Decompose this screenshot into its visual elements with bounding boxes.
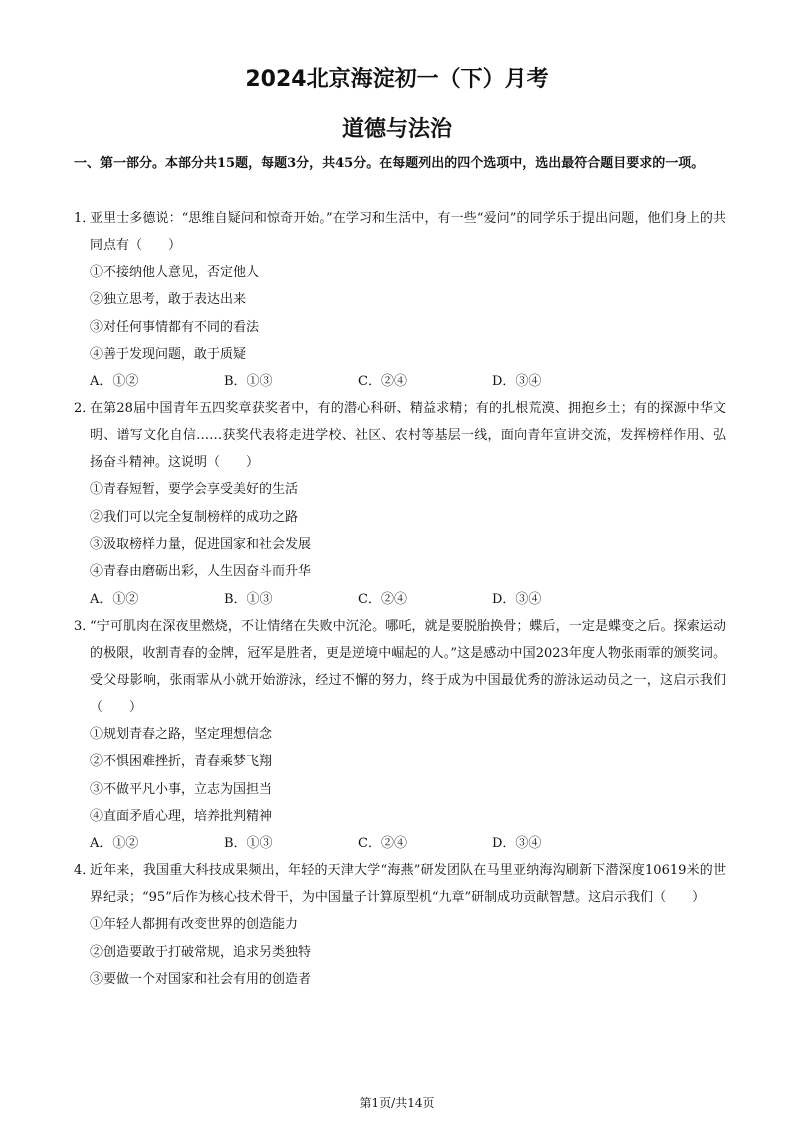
- statement-option: ①不接纳他人意见，否定他人: [90, 265, 260, 280]
- question-stem: [74, 857, 726, 911]
- statement-option: ③对任何事情都有不同的看法: [90, 319, 260, 335]
- question-1: [74, 205, 726, 395]
- statement-option: ④青春由磨砺出彩，人生因奋斗而升华: [90, 564, 312, 580]
- question-number: 2．: [74, 401, 96, 417]
- question-stem: [74, 395, 726, 476]
- answer-choice[interactable]: C．②④: [358, 836, 407, 852]
- answer-choice[interactable]: A．①②: [90, 591, 139, 607]
- statement-option: ②不惧困难挫折，青春乘梦飞翔: [90, 754, 273, 770]
- statement-option: ④善于发现问题，敢于质疑: [90, 346, 247, 362]
- question-text: “宁可肌肉在深夜里燃烧，不让情绪在失败中沉沦。哪吒，就是要脱胎换骨；蝶后，一定是蝶变之后。探索运动的极限，收割青春的金牌，冠军是胜者，更是逆境中崛起的人。”这是感动中国2023年度人物张雨霏的颁奖词。受父母影响，张雨霏从小就开始游泳，经过不懈的努力，终于成为中国最优秀的游泳运动员之一，这启示我们（ ）: [90, 618, 726, 715]
- question-number: 1．: [74, 211, 96, 226]
- statement-option: ②我们可以完全复制榜样的成功之路: [90, 509, 299, 525]
- answer-choice[interactable]: D．③④: [492, 591, 542, 607]
- question-2: [74, 395, 726, 612]
- question-stem: [74, 613, 726, 721]
- statement-option: ③汲取榜样力量，促进国家和社会发展: [90, 537, 312, 553]
- answer-choice[interactable]: C．②④: [358, 591, 407, 607]
- answer-choice[interactable]: C．②④: [358, 374, 407, 390]
- question-text: 亚里士多德说：“思维自疑问和惊奇开始。”在学习和生活中，有一些“爱问”的同学乐于提出问题，他们身上的共同点有（ ）: [90, 211, 726, 253]
- answer-choice[interactable]: A．①②: [90, 374, 139, 390]
- subject-title: 道德与法治: [341, 117, 452, 142]
- question-text: 近年来，我国重大科技成果频出，年轻的天津大学“海燕”研发团队在马里亚纳海沟刷新下潜深度10619米的世界纪录；“95”后作为核心技术骨干，为中国量子计算原型机“九章”研制成功贡献智慧。这启示我们（ ）: [90, 863, 726, 906]
- exam-title: 2024北京海淀初一（下）月考: [245, 67, 549, 92]
- statement-option: ③不做平凡小事，立志为国担当: [90, 781, 273, 797]
- answer-choices: [74, 586, 726, 613]
- question-stem: [74, 205, 726, 259]
- statement-option: ①青春短暂，要学会享受美好的生活: [90, 482, 299, 498]
- question-text: 在第28届中国青年五四奖章获奖者中，有的潜心科研、精益求精；有的扎根荒漠、拥抱乡土；有的探源中华文明、谱写文化自信……获奖代表将走进学校、社区、农村等基层一线，面向青年宣讲交流，发挥榜样作用、弘扬奋斗精神。这说明（ ）: [90, 401, 726, 471]
- statement-option: ②创造要敢于打破常规，追求另类独特: [90, 944, 312, 960]
- answer-choices: [74, 368, 726, 395]
- statement-option: ③要做一个对国家和社会有用的创造者: [90, 972, 312, 988]
- statement-option: ②独立思考，敢于表达出来: [90, 292, 247, 308]
- answer-choices: [74, 830, 726, 857]
- question-3: [74, 613, 726, 857]
- answer-choice[interactable]: D．③④: [492, 374, 542, 390]
- answer-choice[interactable]: D．③④: [492, 836, 542, 852]
- statement-option: ①规划青春之路，坚定理想信念: [90, 726, 273, 742]
- question-list: [74, 205, 726, 993]
- question-4: [74, 857, 726, 993]
- statement-option: ④直面矛盾心理，培养批判精神: [90, 808, 273, 824]
- section-instructions: 一、第一部分。本部分共15题，每题3分，共45分。在每题列出的四个选项中，选出最符合题目要求的一项。: [74, 156, 705, 171]
- question-number: 4．: [74, 863, 96, 879]
- statement-option: ①年轻人都拥有改变世界的创造能力: [90, 917, 299, 933]
- answer-choice[interactable]: A．①②: [90, 836, 139, 852]
- page-number: 第1页/共14页: [359, 1096, 435, 1110]
- answer-choice[interactable]: B．①③: [224, 591, 273, 607]
- answer-choice[interactable]: B．①③: [224, 374, 273, 390]
- question-number: 3．: [74, 618, 96, 634]
- answer-choice[interactable]: B．①③: [224, 836, 273, 852]
